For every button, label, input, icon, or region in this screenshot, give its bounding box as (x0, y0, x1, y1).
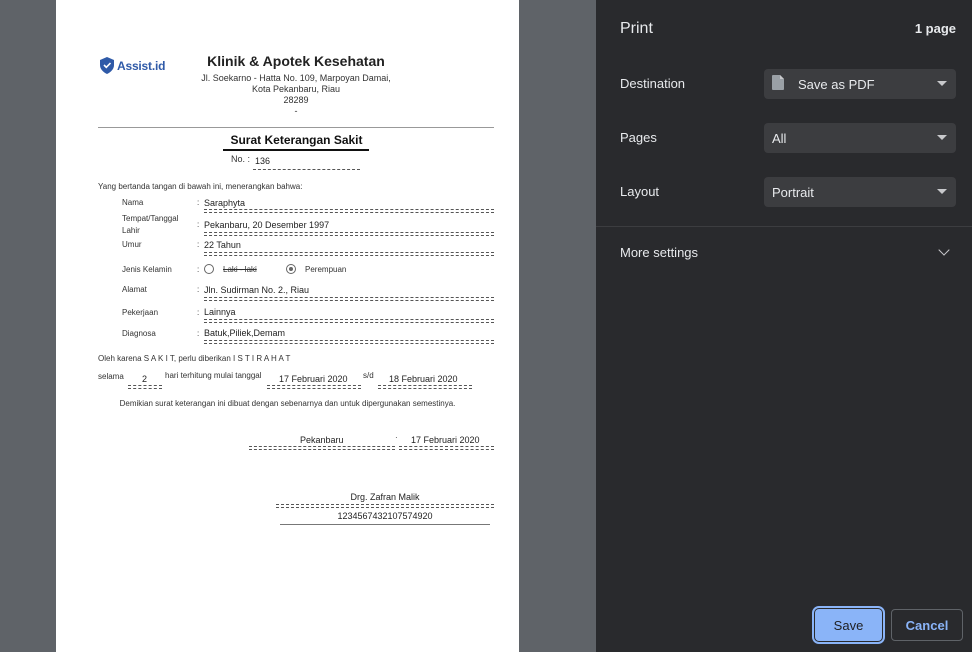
document-page (56, 0, 519, 652)
destination-select[interactable] (764, 69, 956, 99)
layout-select[interactable] (764, 177, 956, 207)
dropdown-arrow-icon (937, 81, 947, 86)
shield-icon (100, 57, 114, 74)
more-settings-toggle[interactable]: More settings (620, 245, 699, 260)
job-line (204, 319, 494, 323)
sign-place: Pekanbaru (300, 435, 344, 445)
birth-value: Pekanbaru, 20 Desember 1997 (204, 220, 330, 230)
job-label: Pekerjaan (122, 308, 159, 317)
doctor-id: 1234567432107574920 (337, 511, 433, 521)
birth-line (204, 232, 494, 236)
sign-place-line (249, 446, 395, 450)
colon: : (197, 198, 200, 207)
gender-radio-female (286, 264, 296, 274)
clinic-logo (100, 57, 165, 74)
title-underline (223, 149, 369, 151)
job-value: Lainnya (204, 307, 236, 317)
duration-line (128, 385, 162, 389)
cancel-button[interactable]: Cancel (891, 609, 963, 641)
document-title: Surat Keterangan Sakit (230, 133, 363, 147)
age-line (204, 252, 494, 256)
destination-label: Destination (620, 76, 686, 91)
page-count: 1 page (914, 21, 956, 36)
gender-label: Jenis Kelamin (122, 265, 172, 274)
dialog-title: Print (620, 20, 653, 37)
sign-date: 17 Februari 2020 (411, 435, 480, 445)
clinic-address-line1: Jl. Soekarno - Hatta No. 109, Marpoyan Damai, (201, 73, 391, 83)
header-divider (98, 127, 494, 128)
closing-text: Demikian surat keterangan ini dibuat dengan sebenarnya dan untuk dipergunakan semestinya. (119, 399, 456, 408)
duration-value: 2 (142, 374, 148, 384)
pages-value: All (772, 130, 787, 146)
place-separator: · (395, 433, 398, 442)
address-label: Alamat (122, 285, 147, 294)
end-date: 18 Februari 2020 (389, 374, 458, 384)
diagnosis-line (204, 340, 494, 344)
number-line (253, 169, 360, 170)
layout-value: Portrait (772, 184, 814, 200)
pages-select[interactable] (764, 123, 956, 153)
number-value: 136 (255, 156, 271, 166)
settings-divider (596, 226, 972, 227)
until-label: s/d (363, 371, 374, 380)
colon: : (197, 240, 200, 249)
clinic-address-line3: 28289 (283, 95, 309, 105)
gender-option-female: Perempuan (305, 265, 347, 274)
doctor-id-line (280, 524, 490, 525)
end-date-line (378, 385, 472, 389)
birth-label-2: Lahir (122, 226, 140, 235)
diagnosis-value: Batuk,Piliek,Demam (204, 328, 286, 338)
address-line (204, 297, 494, 301)
save-button[interactable]: Save (815, 609, 882, 641)
colon: : (197, 265, 200, 274)
rest-statement: Oleh karena S A K I T, perlu diberikan I S T I R A H A T (98, 354, 291, 363)
colon: : (197, 220, 200, 229)
clinic-name: Klinik & Apotek Kesehatan (207, 53, 385, 69)
destination-value: Save as PDF (798, 76, 875, 92)
clinic-address-line2: Kota Pekanbaru, Riau (251, 84, 341, 94)
intro-text: Yang bertanda tangan di bawah ini, menerangkan bahwa: (98, 182, 303, 191)
dropdown-arrow-icon (937, 189, 947, 194)
gender-option-male: Laki - laki (223, 265, 257, 274)
doctor-name: Drg. Zafran Malik (350, 492, 420, 502)
dropdown-arrow-icon (937, 135, 947, 140)
clinic-address-line4: - (294, 106, 298, 116)
sign-date-line (399, 446, 494, 450)
chevron-down-icon[interactable] (938, 244, 949, 255)
age-value: 22 Tahun (204, 240, 241, 250)
colon: : (197, 285, 200, 294)
address-value: Jln. Sudirman No. 2., Riau (204, 285, 310, 295)
colon: : (197, 329, 200, 338)
layout-label: Layout (620, 184, 660, 199)
name-label: Nama (122, 198, 144, 207)
age-label: Umur (122, 240, 142, 249)
duration-label: selama (98, 372, 124, 381)
diagnosis-label: Diagnosa (122, 329, 156, 338)
name-line (204, 209, 494, 213)
pages-label: Pages (620, 130, 657, 145)
number-label: No. : (231, 154, 251, 164)
print-settings-panel (596, 0, 972, 652)
document-icon (772, 75, 788, 93)
start-date-line (267, 385, 361, 389)
colon: : (197, 308, 200, 317)
logo-text: Assist.id (117, 58, 166, 73)
birth-label: Tempat/Tanggal (122, 214, 179, 223)
doctor-name-line (276, 504, 494, 508)
counting-text: hari terhitung mulai tanggal (165, 371, 262, 380)
start-date: 17 Februari 2020 (279, 374, 348, 384)
gender-radio-male (204, 264, 214, 274)
name-value: Saraphyta (204, 198, 246, 208)
